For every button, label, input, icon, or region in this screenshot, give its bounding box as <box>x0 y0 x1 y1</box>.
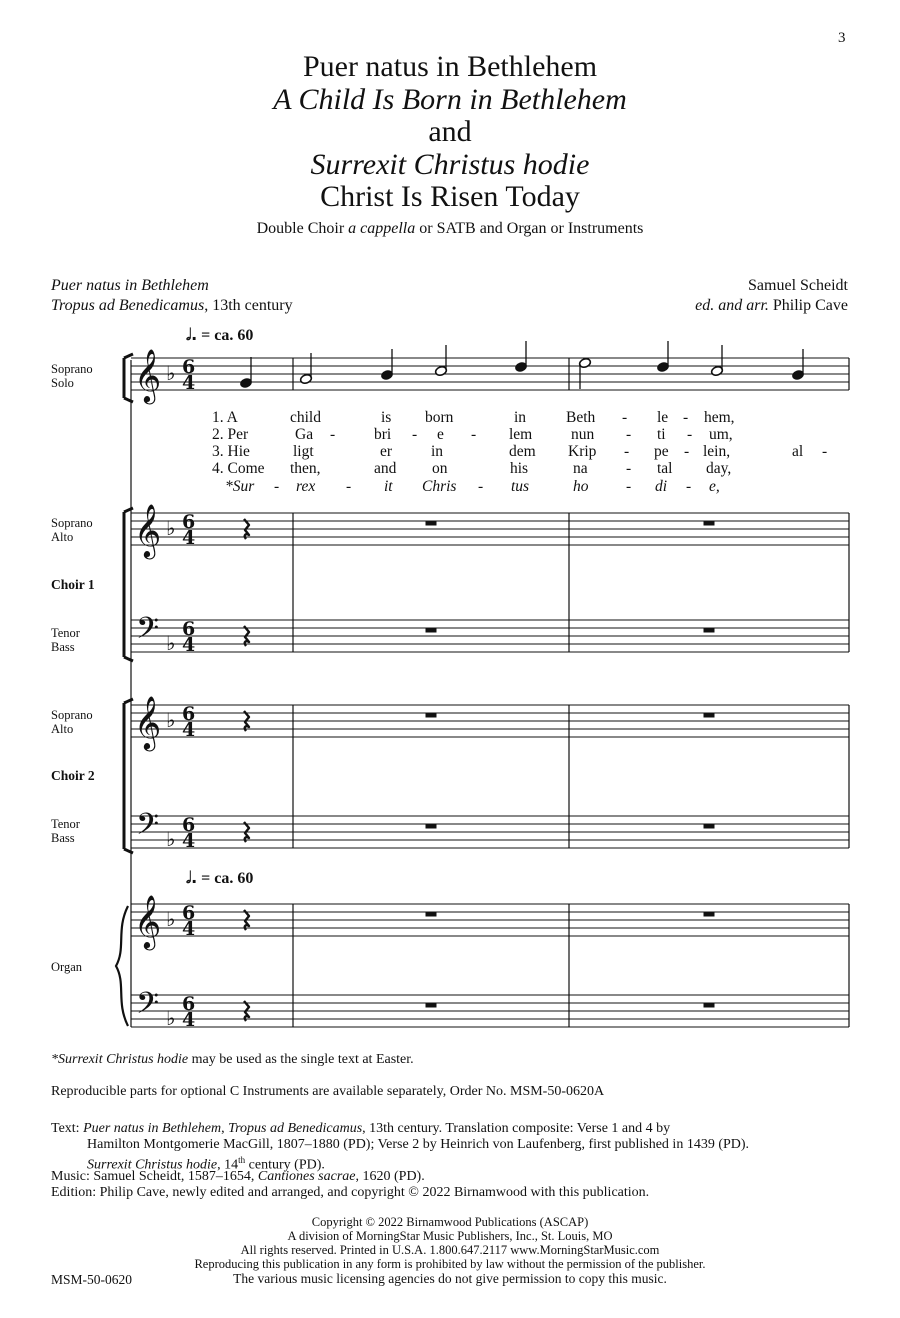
flat-icon: ♭ <box>166 516 176 540</box>
source-title: Puer natus in Bethlehem <box>51 277 209 294</box>
title-english-2: Christ Is Risen Today <box>320 180 580 213</box>
lyric: - <box>687 426 693 443</box>
organ-brace <box>116 906 128 1026</box>
source-detail: Tropus ad Benedicamus, 13th century <box>51 297 293 314</box>
lyric: on <box>432 460 448 477</box>
lyric: lem <box>509 426 533 443</box>
lyric: Krip <box>568 443 597 460</box>
treble-clef-icon: 𝄞 <box>134 348 162 402</box>
lyric: al <box>792 443 804 460</box>
credit-music: Music: Samuel Scheidt, 1587–1654, Cantiones sacrae, 1620 (PD). <box>51 1169 425 1184</box>
staff-choir1-sa <box>131 513 849 545</box>
lyric: tus <box>511 478 530 495</box>
lyric: - <box>471 426 477 443</box>
label-choir1-tb: Tenor Bass <box>51 626 80 654</box>
lyric: 2. Per <box>212 426 249 443</box>
lyric: child <box>290 409 321 426</box>
credit-text-line2: Hamilton Montgomerie MacGill, 1807–1880 (PD); Verse 2 by Heinrich von Laufenberg, first published in 1439 (PD). <box>87 1137 750 1152</box>
lyric: - <box>330 426 336 443</box>
lyric: dem <box>509 443 536 460</box>
treble-clef-icon: 𝄞 <box>134 503 162 557</box>
composer-name: Samuel Scheidt <box>748 277 848 294</box>
lyric: e, <box>709 478 720 495</box>
bass-clef-icon: 𝄢 <box>136 612 160 653</box>
title-latin-1: Puer natus in Bethlehem <box>302 50 598 83</box>
lyric: in <box>514 409 527 426</box>
page-number: 3 <box>838 30 846 46</box>
treble-clef-icon: 𝄞 <box>134 695 162 749</box>
lyric: it <box>384 478 393 495</box>
lyric: Ga <box>295 426 314 443</box>
staff-soprano-solo <box>131 358 849 390</box>
tempo-marking-2: 𝅗𝅥. = ca. 60 <box>186 868 254 887</box>
lyric: 4. Come <box>212 460 265 477</box>
lyric: - <box>686 478 692 495</box>
label-organ: Organ <box>51 960 83 974</box>
title-latin-2: Surrexit Christus hodie <box>310 148 590 181</box>
catalog-number: MSM-50-0620 <box>51 1272 133 1287</box>
lyric: then, <box>290 460 321 477</box>
credit-text-line3: Surrexit Christus hodie, 14th century (PD). <box>87 1155 325 1173</box>
lyric: day, <box>706 460 732 477</box>
lyric: Beth <box>566 409 596 426</box>
label-choir2-tb: Tenor Bass <box>51 817 80 845</box>
tempo-marking-1: 𝅗𝅥. = ca. 60 <box>186 325 254 344</box>
lyric: - <box>624 443 630 460</box>
lyric: - <box>626 426 632 443</box>
lyric: is <box>381 409 392 426</box>
flat-icon: ♭ <box>166 907 176 931</box>
lyric: and <box>374 460 397 477</box>
bass-clef-icon: 𝄢 <box>136 808 160 849</box>
copyright-line2: A division of MorningStar Music Publishers, Inc., St. Louis, MO <box>287 1229 613 1243</box>
lyric: le <box>657 409 669 426</box>
lyric: - <box>626 478 632 495</box>
lyric: - <box>626 460 632 477</box>
lyric: er <box>380 443 393 460</box>
copyright-line1: Copyright © 2022 Birnamwood Publications (ASCAP) <box>311 1215 589 1229</box>
lyric: *Sur <box>225 478 255 495</box>
lyric: 3. Hie <box>212 443 250 460</box>
lyric: - <box>274 478 280 495</box>
staff-choir2-tb <box>131 816 849 848</box>
lyric: rex <box>296 478 316 495</box>
rests <box>244 519 714 1021</box>
footnote-easter: *Surrexit Christus hodie may be used as the single text at Easter. <box>51 1052 414 1067</box>
lyric: e <box>437 426 444 443</box>
copyright-line4: Reproducing this publication in any form is prohibited by law without the permission of the publisher. <box>194 1257 706 1271</box>
label-choir1: Choir 1 <box>51 577 95 592</box>
label-choir1-sa: Soprano Alto <box>51 516 93 544</box>
staff-choir1-tb <box>131 620 849 652</box>
staff-choir2-sa <box>131 705 849 737</box>
lyric: um, <box>709 426 733 443</box>
lyric: ligt <box>293 443 314 460</box>
lyric: - <box>684 443 690 460</box>
title-and: and <box>428 115 472 148</box>
key-signatures <box>166 361 175 1030</box>
copyright-line3: All rights reserved. Printed in U.S.A. 1.800.647.2117 www.MorningStarMusic.com <box>240 1243 660 1257</box>
staff-organ-lh <box>131 995 849 1027</box>
lyric: di <box>655 478 668 495</box>
lyric: bri <box>374 426 392 443</box>
choir2-bracket <box>124 699 133 853</box>
time-signatures <box>182 356 195 1031</box>
label-soprano-solo: Soprano Solo <box>51 362 93 390</box>
label-choir2-sa: Soprano Alto <box>51 708 93 736</box>
lyric: lein, <box>703 443 731 460</box>
staff-organ-rh <box>131 904 849 936</box>
lyric: - <box>622 409 628 426</box>
arranger: ed. and arr. Philip Cave <box>695 297 848 314</box>
flat-icon: ♭ <box>166 1006 176 1030</box>
footnote-parts: Reproducible parts for optional C Instruments are available separately, Order No. MSM-50-0620A <box>51 1084 605 1099</box>
lyric: pe <box>654 443 669 460</box>
solo-bracket <box>124 354 133 402</box>
flat-icon: ♭ <box>166 631 176 655</box>
lyric: hem, <box>704 409 735 426</box>
flat-icon: ♭ <box>166 708 176 732</box>
treble-clef-icon: 𝄞 <box>134 894 162 948</box>
credit-edition: Edition: Philip Cave, newly edited and arranged, and copyright © 2022 Birnamwood with this publication. <box>51 1185 650 1200</box>
scoring-subtitle: Double Choir a cappella or SATB and Organ or Instruments <box>256 220 644 237</box>
flat-icon: ♭ <box>166 361 176 385</box>
choir1-bracket <box>124 508 133 661</box>
lyric: his <box>510 460 529 477</box>
lyric: tal <box>657 460 673 477</box>
lyric: - <box>346 478 352 495</box>
copyright-line5: The various music licensing agencies do not give permission to copy this music. <box>233 1271 667 1286</box>
lyric: born <box>425 409 454 426</box>
lyric: 1. A <box>212 409 238 426</box>
label-choir2: Choir 2 <box>51 768 95 783</box>
credit-text-line1: Text: Puer natus in Bethlehem, Tropus ad Benedicamus, 13th century. Translation composite: Verse 1 and 4 by <box>51 1121 671 1136</box>
bass-clef-icon: 𝄢 <box>136 987 160 1028</box>
flat-icon: ♭ <box>166 827 176 851</box>
lyric: - <box>412 426 418 443</box>
lyric: ti <box>657 426 666 443</box>
title-english-1: A Child Is Born in Bethlehem <box>273 83 627 116</box>
lyric: - <box>822 443 828 460</box>
lyric: - <box>478 478 484 495</box>
score-system: 6 4 𝄞 𝄞 𝄢 𝄞 𝄢 𝄞 𝄢 ♭ ♭ ♭ ♭ ♭ ♭ ♭ <box>0 0 900 1318</box>
lyric: nun <box>571 426 595 443</box>
lyric: ho <box>573 478 589 495</box>
lyric: na <box>573 460 588 477</box>
lyric: Chris <box>422 478 457 495</box>
lyric: - <box>683 409 689 426</box>
clefs <box>134 348 161 1028</box>
lyric: in <box>431 443 444 460</box>
